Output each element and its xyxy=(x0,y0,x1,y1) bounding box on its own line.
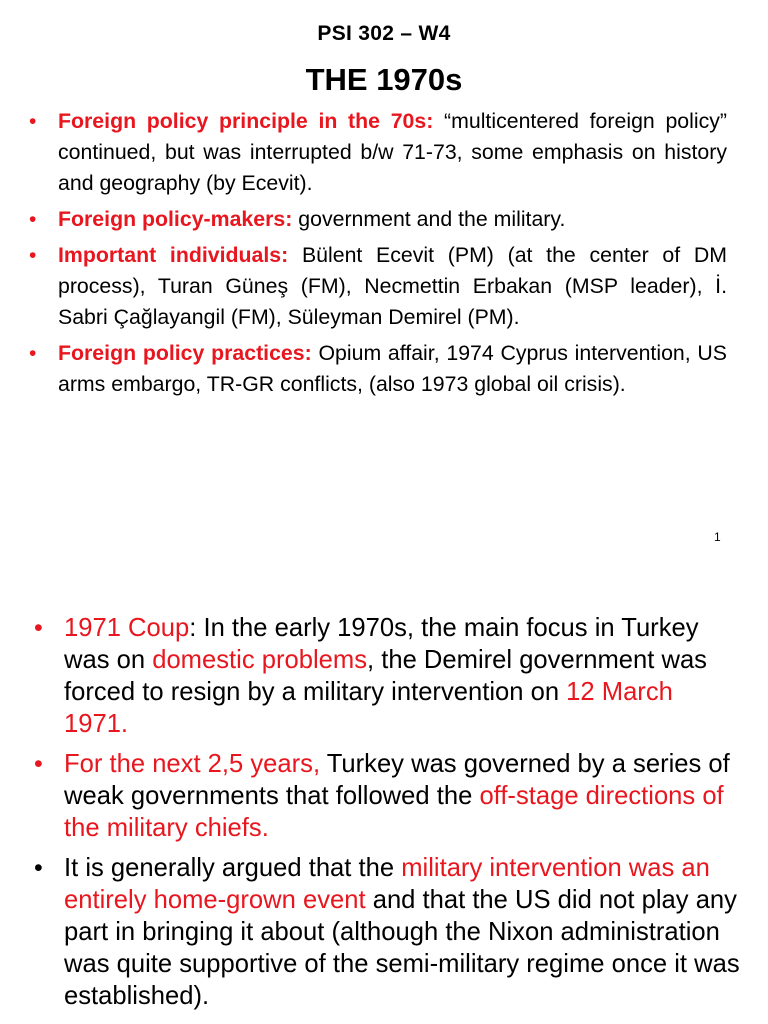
bullet-list-2 xyxy=(0,612,744,1020)
bullet-item xyxy=(58,338,727,400)
bullet-segment: military intervention was an entirely home-grown event xyxy=(64,854,710,914)
bullet-segment: 12 March 1971. xyxy=(64,678,673,738)
bullet-text: “multicentered foreign policy” continued, but was interrupted b/w 71-73, some emphasis on history and geography (by Ecevit). xyxy=(58,109,727,195)
bullet-segment: and that the US did not play any part in bringing it about (although the Nixon administration was quite supportive of the semi-military regime once it was established). xyxy=(64,886,740,1010)
bullet-text: government and the military. xyxy=(292,207,566,231)
page-number: 1 xyxy=(714,530,721,544)
bullet-label: Foreign policy-makers: xyxy=(58,207,293,231)
course-code: PSI 302 – W4 xyxy=(317,22,451,45)
bullet-segment: , the Demirel government was forced to resign by a military intervention on xyxy=(64,646,707,706)
bullet-segment: It is generally argued that the xyxy=(64,854,402,882)
bullet-item xyxy=(64,612,744,740)
slide-2 xyxy=(0,580,768,1024)
bullet-segment: Turkey was governed by a series of weak governments that followed the xyxy=(64,750,730,810)
bullet-item xyxy=(64,748,744,844)
slide-title: THE 1970s xyxy=(305,62,463,97)
bullet-item xyxy=(64,852,744,1012)
bullet-item xyxy=(58,204,727,235)
bullet-item xyxy=(58,106,727,199)
bullet-segment: domestic problems xyxy=(152,646,368,674)
bullet-segment: : In the early 1970s, the main focus in Turkey was on xyxy=(64,614,699,674)
bullet-segment: 1971 Coup xyxy=(64,614,190,642)
bullet-text: Opium affair, 1974 Cyprus intervention, US arms embargo, TR-GR conflicts, (also 1973 global oil crisis). xyxy=(58,341,727,396)
bullet-text: Bülent Ecevit (PM) (at the center of DM process), Turan Güneş (FM), Necmettin Erbakan (MSP leader), İ. Sabri Çağlayangil (FM), Süleyman Demirel (PM). xyxy=(58,243,727,329)
bullet-segment: off-stage directions of the military chiefs. xyxy=(64,782,724,842)
bullet-list-1 xyxy=(0,106,727,405)
bullet-label: Foreign policy practices: xyxy=(58,341,312,365)
bullet-segment: For the next 2,5 years, xyxy=(64,750,321,778)
bullet-item xyxy=(58,240,727,333)
bullet-label: Important individuals: xyxy=(58,243,289,267)
bullet-label: Foreign policy principle in the 70s: xyxy=(58,109,434,133)
